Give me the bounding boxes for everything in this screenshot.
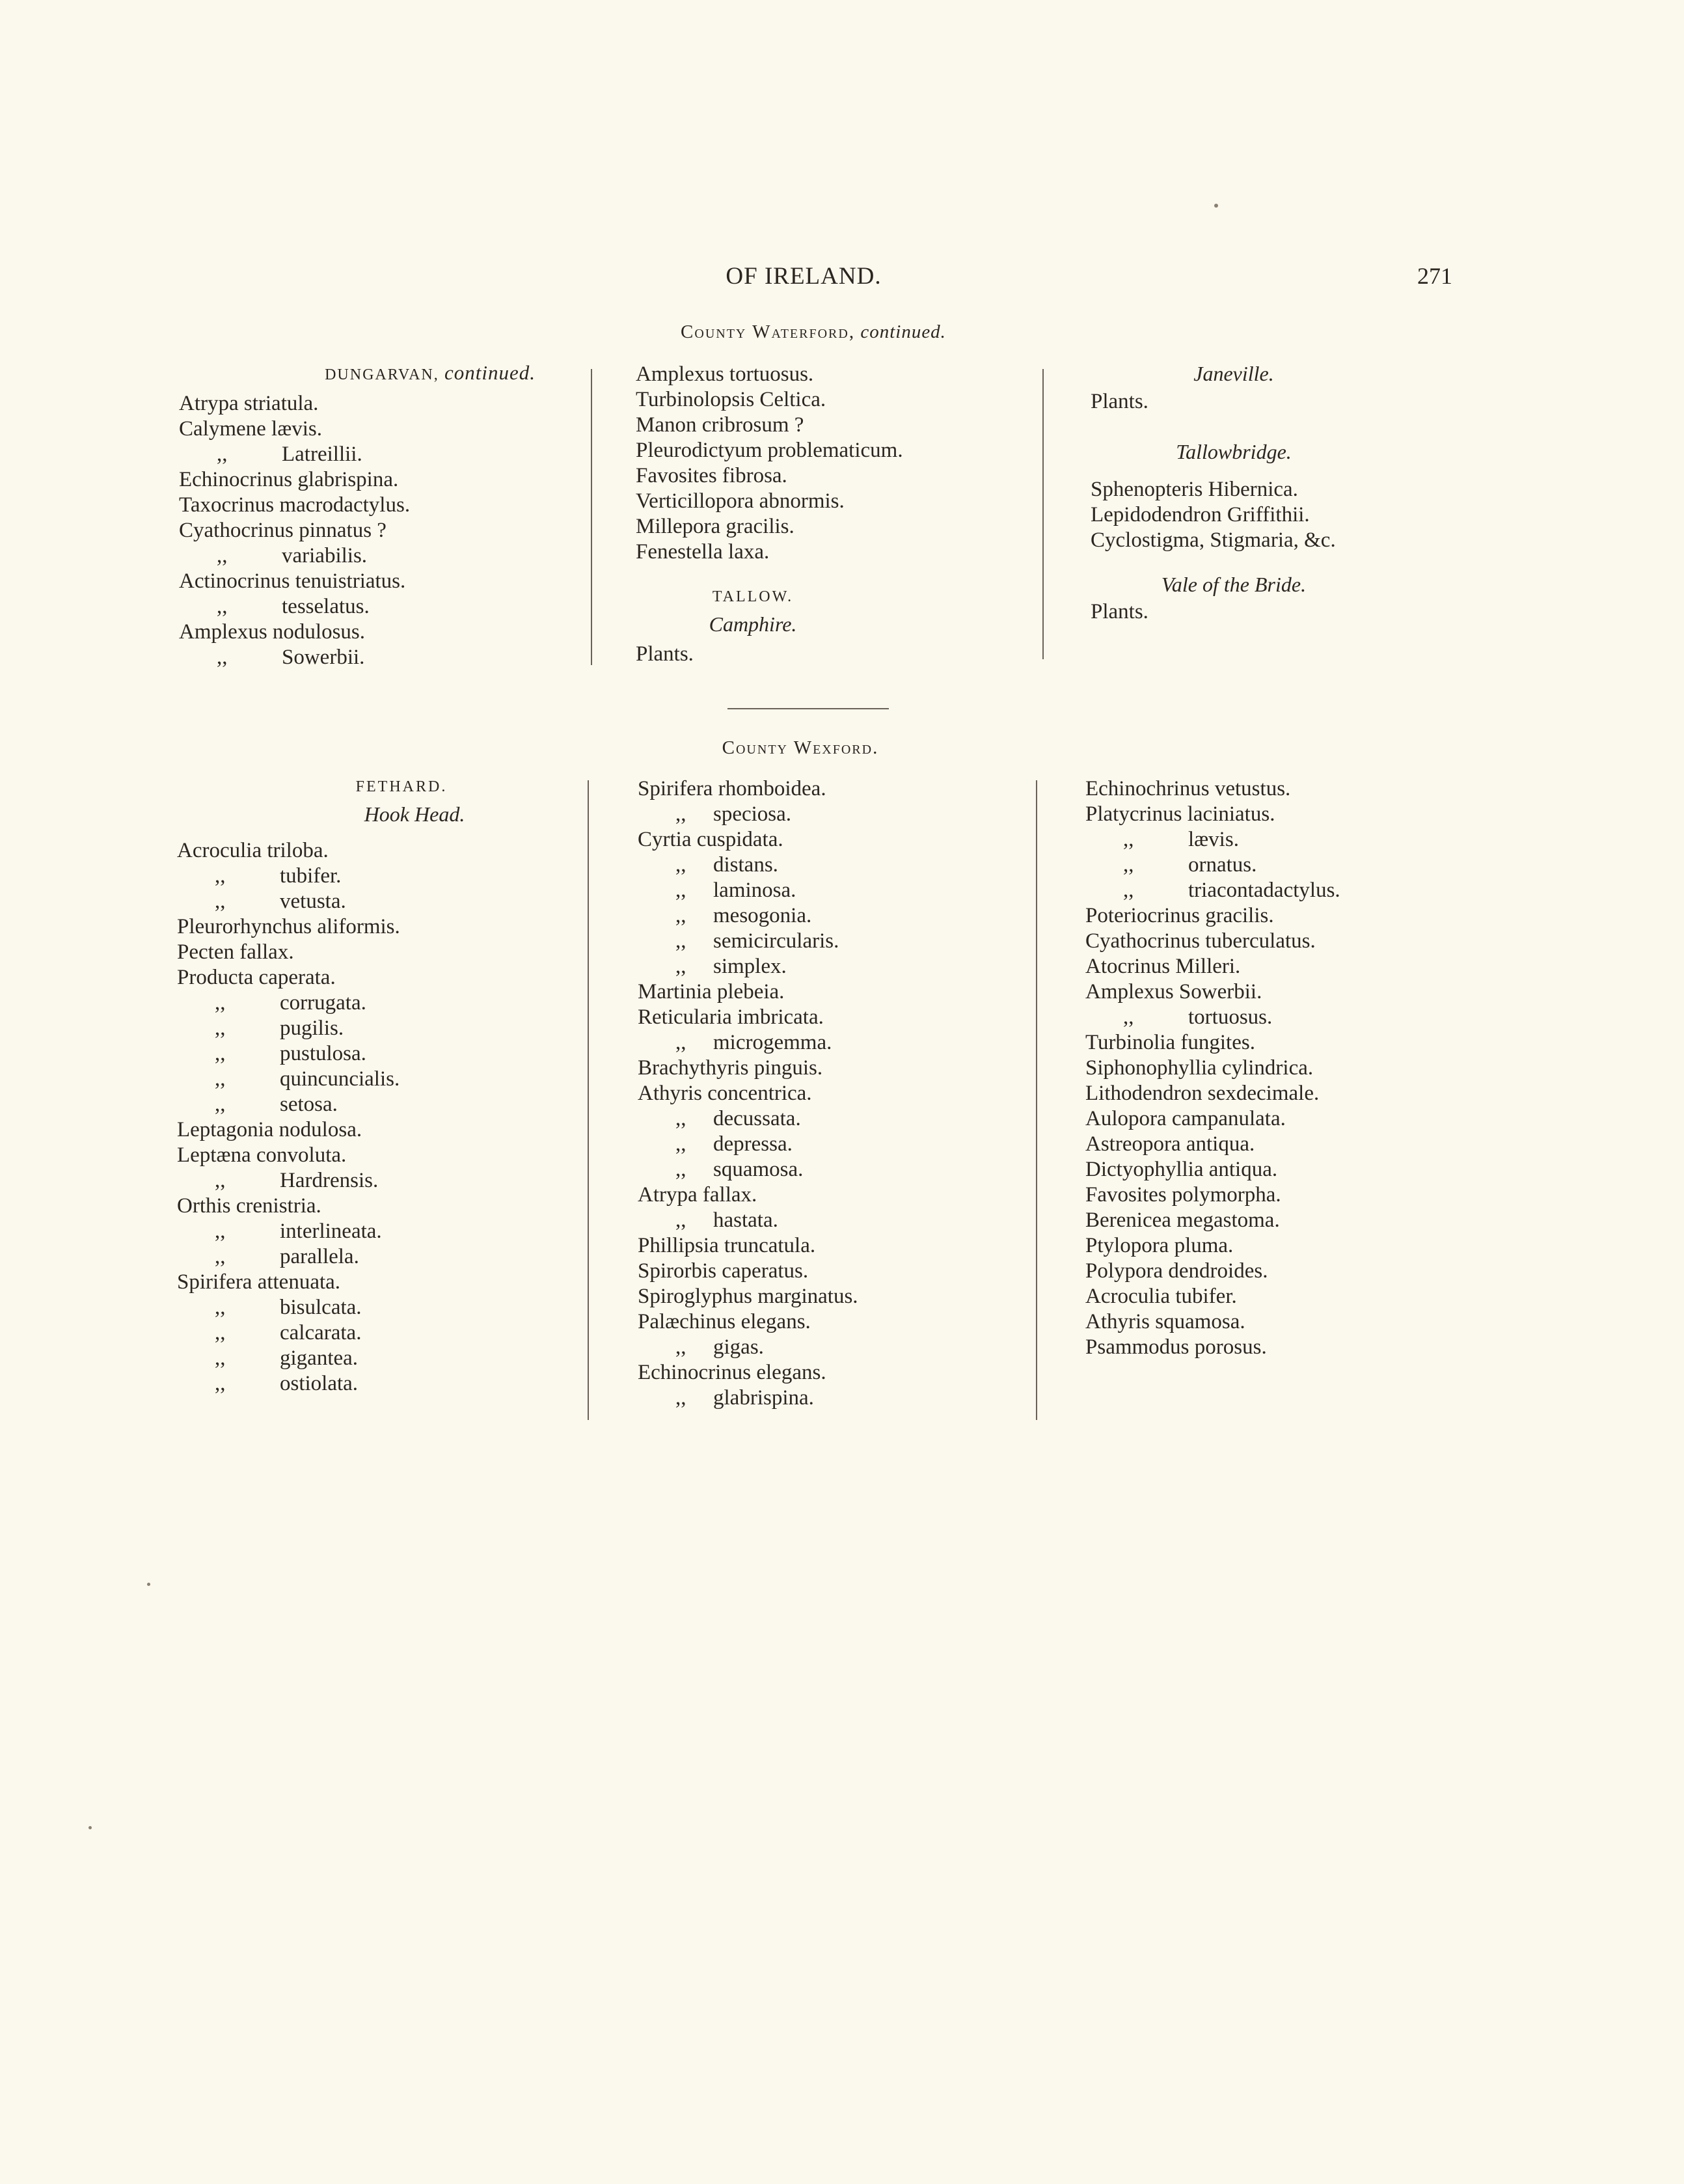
list-item	[1085, 954, 1489, 979]
list-item	[177, 914, 593, 940]
list-item	[177, 990, 593, 1016]
list-item	[638, 1208, 1041, 1233]
list-item	[179, 620, 595, 645]
species-name: Sphenopteris Hibernica.	[1091, 478, 1298, 501]
list-item	[1085, 1157, 1489, 1182]
paper-speck	[147, 1583, 150, 1586]
species-name: Millepora gracilis.	[636, 515, 794, 538]
list-item	[177, 1295, 593, 1320]
wexford-column-right	[1085, 776, 1489, 1360]
list-item	[1085, 1182, 1489, 1208]
list-item	[638, 1056, 1041, 1081]
list-item	[177, 1168, 593, 1194]
list-item	[638, 979, 1041, 1005]
waterford-column	[636, 362, 1039, 667]
list-item	[177, 940, 593, 965]
species-name: Favosites polymorpha.	[1085, 1183, 1281, 1207]
species-name: Astreopora antiqua.	[1085, 1132, 1255, 1156]
species-name: ornatus.	[1188, 853, 1257, 877]
list-item	[1085, 802, 1489, 827]
ditto-mark: ,,	[215, 1346, 226, 1370]
county-waterford-name: County Waterford,	[681, 321, 856, 342]
species-name: Psammodus porosus.	[1085, 1335, 1267, 1359]
ditto-mark: ,,	[675, 904, 686, 927]
fethard-column	[177, 778, 593, 1397]
list-item	[638, 1335, 1041, 1360]
ditto-mark: ,,	[215, 1017, 226, 1040]
species-name: Atocrinus Milleri.	[1085, 955, 1241, 978]
species-name: Actinocrinus tenuistriatus.	[179, 569, 406, 593]
species-name: Spirifera attenuata.	[177, 1270, 341, 1294]
list-item	[177, 1143, 593, 1168]
species-name: Siphonophyllia cylindrica.	[1085, 1056, 1314, 1080]
species-name: Brachythyris pinguis.	[638, 1056, 823, 1080]
tallowbridge-list	[1091, 477, 1481, 553]
ditto-mark: ,,	[215, 991, 226, 1015]
species-name: laminosa.	[713, 879, 796, 902]
species-name: Platycrinus laciniatus.	[1085, 802, 1275, 826]
camphire-plants: Plants.	[636, 642, 694, 666]
species-name: gigantea.	[280, 1346, 359, 1370]
list-item	[179, 518, 595, 543]
dungarvan-name: DUNGARVAN,	[325, 366, 439, 383]
page-title: OF IRELAND.	[726, 263, 882, 290]
list-item	[638, 1259, 1041, 1284]
species-name: parallela.	[280, 1245, 359, 1268]
species-name: interlineata.	[280, 1220, 382, 1243]
list-item	[636, 387, 1039, 413]
species-name: Turbinolia fungites.	[1085, 1031, 1255, 1054]
janeville-plants: Plants.	[1091, 390, 1148, 413]
list-item	[638, 1385, 1041, 1411]
species-name: Verticillopora abnormis.	[636, 489, 845, 513]
ditto-mark: ,,	[675, 1107, 686, 1130]
species-name: Cyrtia cuspidata.	[638, 828, 783, 851]
list-item	[177, 1041, 593, 1067]
list-item	[177, 1320, 593, 1346]
species-name: Orthis crenistria.	[177, 1194, 321, 1218]
species-name: variabilis.	[282, 544, 368, 567]
ditto-mark: ,,	[215, 1093, 226, 1116]
list-item	[1085, 1284, 1489, 1309]
ditto-mark: ,,	[675, 1208, 686, 1232]
ditto-mark: ,,	[215, 890, 226, 913]
list-item	[1085, 929, 1489, 954]
list-item	[1085, 1081, 1489, 1106]
list-item	[638, 853, 1041, 878]
list-item	[1085, 776, 1489, 802]
species-name: Lithodendron sexdecimale.	[1085, 1082, 1320, 1105]
list-item	[638, 1030, 1041, 1056]
ditto-mark: ,,	[215, 1042, 226, 1065]
page-number: 271	[1417, 263, 1452, 289]
species-name: Favosites fibrosa.	[636, 464, 787, 487]
species-name: Calymene lævis.	[179, 417, 322, 441]
ditto-mark: ,,	[1123, 1005, 1134, 1029]
ditto-mark: ,,	[675, 1031, 686, 1054]
species-name: speciosa.	[713, 802, 792, 826]
camphire-subheading: Camphire.	[709, 612, 797, 636]
list-item	[177, 838, 593, 864]
species-name: microgemma.	[713, 1031, 832, 1054]
list-item	[638, 1132, 1041, 1157]
species-name: Polypora dendroides.	[1085, 1259, 1268, 1283]
list-item	[177, 965, 593, 990]
list-item	[177, 1092, 593, 1117]
dungarvan-continued: continued.	[444, 361, 536, 384]
fethard-list	[177, 838, 593, 1397]
species-name: Atrypa striatula.	[179, 392, 319, 415]
species-name: Latreillii.	[282, 443, 362, 466]
species-name: Pecten fallax.	[177, 940, 294, 964]
column-divider-top-right	[1042, 369, 1044, 659]
list-item	[638, 954, 1041, 979]
county-wexford-heading	[651, 737, 950, 759]
list-item	[177, 864, 593, 889]
list-item	[636, 362, 1039, 387]
dungarvan-list	[179, 391, 595, 670]
ditto-mark: ,,	[675, 1335, 686, 1359]
list-item	[638, 1005, 1041, 1030]
species-name: Poteriocrinus gracilis.	[1085, 904, 1274, 927]
species-name: tortuosus.	[1188, 1005, 1273, 1029]
section-separator	[727, 708, 889, 709]
column-divider-bottom-left	[588, 780, 589, 1420]
species-name: Cyclostigma, Stigmaria, &c.	[1091, 528, 1336, 552]
list-item	[1085, 853, 1489, 878]
species-name: simplex.	[713, 955, 787, 978]
ditto-mark: ,,	[215, 1321, 226, 1345]
ditto-mark: ,,	[675, 929, 686, 953]
paper-speck	[88, 1826, 92, 1829]
species-name: Amplexus tortuosus.	[636, 362, 814, 386]
species-name: ostiolata.	[280, 1372, 359, 1395]
species-name: Atrypa fallax.	[638, 1183, 757, 1207]
list-item	[638, 827, 1041, 853]
wexford-right-list	[1085, 776, 1489, 1360]
list-item	[179, 594, 595, 620]
wexford-middle-list	[638, 776, 1041, 1411]
species-name: mesogonia.	[713, 904, 812, 927]
list-item	[1091, 502, 1481, 528]
vale-subheading: Vale of the Bride.	[1161, 573, 1307, 596]
list-item	[179, 442, 595, 467]
ditto-mark: ,,	[675, 1158, 686, 1181]
species-name: Cyathocrinus pinnatus ?	[179, 519, 387, 542]
list-item	[1085, 1309, 1489, 1335]
list-item	[636, 438, 1039, 463]
species-name: hastata.	[713, 1208, 778, 1232]
list-item	[179, 493, 595, 518]
list-item	[636, 539, 1039, 565]
ditto-mark: ,,	[675, 955, 686, 978]
list-item	[177, 1219, 593, 1244]
species-name: glabrispina.	[713, 1386, 814, 1410]
list-item	[636, 514, 1039, 539]
species-name: Athyris concentrica.	[638, 1082, 812, 1105]
list-item	[638, 903, 1041, 929]
species-name: triacontadactylus.	[1188, 879, 1340, 902]
species-name: Hardrensis.	[280, 1169, 379, 1192]
wexford-column-middle	[638, 776, 1041, 1411]
ditto-mark: ,,	[215, 1169, 226, 1192]
species-name: tesselatus.	[282, 595, 370, 618]
list-item	[177, 1016, 593, 1041]
list-item	[1085, 979, 1489, 1005]
species-name: decussata.	[713, 1107, 801, 1130]
species-name: Amplexus Sowerbii.	[1085, 980, 1262, 1003]
species-name: depressa.	[713, 1132, 793, 1156]
species-name: Sowerbii.	[282, 646, 365, 669]
fethard-heading: FETHARD.	[355, 778, 448, 795]
tallow-heading: TALLOW.	[712, 588, 794, 605]
species-name: Phillipsia truncatula.	[638, 1234, 816, 1257]
list-item	[1085, 1056, 1489, 1081]
ditto-mark: ,,	[675, 1386, 686, 1410]
list-item	[638, 1106, 1041, 1132]
ditto-mark: ,,	[217, 443, 228, 466]
species-name: corrugata.	[280, 991, 366, 1015]
species-name: Leptæna convoluta.	[177, 1143, 347, 1167]
county-waterford-continued: continued.	[860, 321, 946, 342]
ditto-mark: ,,	[217, 646, 228, 669]
ditto-mark: ,,	[215, 1067, 226, 1091]
species-name: Spirorbis caperatus.	[638, 1259, 809, 1283]
list-item	[177, 1346, 593, 1371]
species-name: Spirifera rhomboidea.	[638, 777, 826, 800]
list-item	[177, 1371, 593, 1397]
list-item	[1085, 827, 1489, 853]
list-item	[179, 391, 595, 416]
species-name: semicircularis.	[713, 929, 839, 953]
county-wexford-name: County Wexford.	[722, 737, 879, 758]
species-name: Athyris squamosa.	[1085, 1310, 1245, 1333]
species-name: Turbinolopsis Celtica.	[636, 388, 826, 411]
list-item	[177, 1117, 593, 1143]
ditto-mark: ,,	[675, 853, 686, 877]
tallowbridge-subheading: Tallowbridge.	[1176, 440, 1292, 463]
list-item	[179, 543, 595, 569]
list-item	[179, 467, 595, 493]
list-item	[179, 416, 595, 442]
waterford-column-right	[1091, 362, 1481, 625]
list-item	[638, 878, 1041, 903]
species-name: Echinocrinus elegans.	[638, 1361, 826, 1384]
list-item	[1085, 903, 1489, 929]
species-name: Palæchinus elegans.	[638, 1310, 811, 1333]
species-name: Lepidodendron Griffithii.	[1091, 503, 1310, 526]
waterford-list	[636, 362, 1039, 565]
species-name: Manon cribrosum ?	[636, 413, 804, 437]
list-item	[636, 489, 1039, 514]
list-item	[1085, 1005, 1489, 1030]
list-item	[177, 1067, 593, 1092]
janeville-subheading: Janeville.	[1193, 362, 1274, 385]
species-name: pustulosa.	[280, 1042, 366, 1065]
list-item	[177, 889, 593, 914]
species-name: quincuncialis.	[280, 1067, 400, 1091]
list-item	[638, 776, 1041, 802]
list-item	[636, 463, 1039, 489]
species-name: Amplexus nodulosus.	[179, 620, 366, 644]
list-item	[1091, 528, 1481, 553]
species-name: Acroculia tubifer.	[1085, 1285, 1237, 1308]
list-item	[177, 1194, 593, 1219]
species-name: squamosa.	[713, 1158, 804, 1181]
species-name: Echinocrinus glabrispina.	[179, 468, 399, 491]
species-name: Taxocrinus macrodactylus.	[179, 493, 411, 517]
list-item	[1085, 878, 1489, 903]
list-item	[638, 802, 1041, 827]
species-name: Spiroglyphus marginatus.	[638, 1285, 858, 1308]
list-item	[179, 645, 595, 670]
list-item	[1085, 1208, 1489, 1233]
column-divider-bottom-right	[1036, 780, 1037, 1420]
ditto-mark: ,,	[217, 544, 228, 567]
ditto-mark: ,,	[675, 802, 686, 826]
species-name: Ptylopora pluma.	[1085, 1234, 1234, 1257]
list-item	[1085, 1259, 1489, 1284]
list-item	[638, 1284, 1041, 1309]
ditto-mark: ,,	[1123, 853, 1134, 877]
ditto-mark: ,,	[215, 1245, 226, 1268]
species-name: vetusta.	[280, 890, 346, 913]
species-name: Leptagonia nodulosa.	[177, 1118, 362, 1141]
list-item	[1085, 1233, 1489, 1259]
species-name: Echinochrinus vetustus.	[1085, 777, 1291, 800]
list-item	[179, 569, 595, 594]
list-item	[177, 1270, 593, 1295]
list-item	[638, 1081, 1041, 1106]
list-item	[638, 929, 1041, 954]
ditto-mark: ,,	[1123, 828, 1134, 851]
species-name: setosa.	[280, 1093, 338, 1116]
ditto-mark: ,,	[675, 1132, 686, 1156]
vale-plants: Plants.	[1091, 600, 1148, 623]
species-name: Reticularia imbricata.	[638, 1005, 824, 1029]
ditto-mark: ,,	[1123, 879, 1134, 902]
species-name: Producta caperata.	[177, 966, 336, 989]
list-item	[1085, 1030, 1489, 1056]
species-name: Berenicea megastoma.	[1085, 1208, 1280, 1232]
list-item	[638, 1157, 1041, 1182]
species-name: Fenestella laxa.	[636, 540, 770, 564]
county-waterford-heading	[651, 321, 976, 343]
list-item	[1085, 1106, 1489, 1132]
ditto-mark: ,,	[215, 1220, 226, 1243]
paper-speck	[1214, 204, 1218, 208]
species-name: lævis.	[1188, 828, 1239, 851]
ditto-mark: ,,	[215, 1296, 226, 1319]
species-name: bisulcata.	[280, 1296, 362, 1319]
species-name: Cyathocrinus tuberculatus.	[1085, 929, 1316, 953]
dungarvan-column	[179, 361, 595, 670]
list-item	[638, 1360, 1041, 1385]
species-name: Pleurodictyum problematicum.	[636, 439, 903, 462]
list-item	[177, 1244, 593, 1270]
species-name: pugilis.	[280, 1017, 344, 1040]
hook-head-subheading: Hook Head.	[364, 802, 465, 826]
species-name: Aulopora campanulata.	[1085, 1107, 1286, 1130]
dungarvan-heading	[179, 361, 595, 385]
list-item	[1085, 1132, 1489, 1157]
ditto-mark: ,,	[215, 1372, 226, 1395]
list-item	[638, 1309, 1041, 1335]
species-name: gigas.	[713, 1335, 764, 1359]
list-item	[1091, 477, 1481, 502]
list-item	[638, 1182, 1041, 1208]
ditto-mark: ,,	[675, 879, 686, 902]
species-name: Dictyophyllia antiqua.	[1085, 1158, 1278, 1181]
species-name: Martinia plebeia.	[638, 980, 785, 1003]
ditto-mark: ,,	[215, 864, 226, 888]
ditto-mark: ,,	[217, 595, 228, 618]
species-name: tubifer.	[280, 864, 342, 888]
list-item	[636, 413, 1039, 438]
species-name: calcarata.	[280, 1321, 362, 1345]
species-name: Pleurorhynchus aliformis.	[177, 915, 400, 938]
species-name: Acroculia triloba.	[177, 839, 329, 862]
list-item	[1085, 1335, 1489, 1360]
species-name: distans.	[713, 853, 778, 877]
column-divider-top-left	[591, 369, 592, 665]
list-item	[638, 1233, 1041, 1259]
